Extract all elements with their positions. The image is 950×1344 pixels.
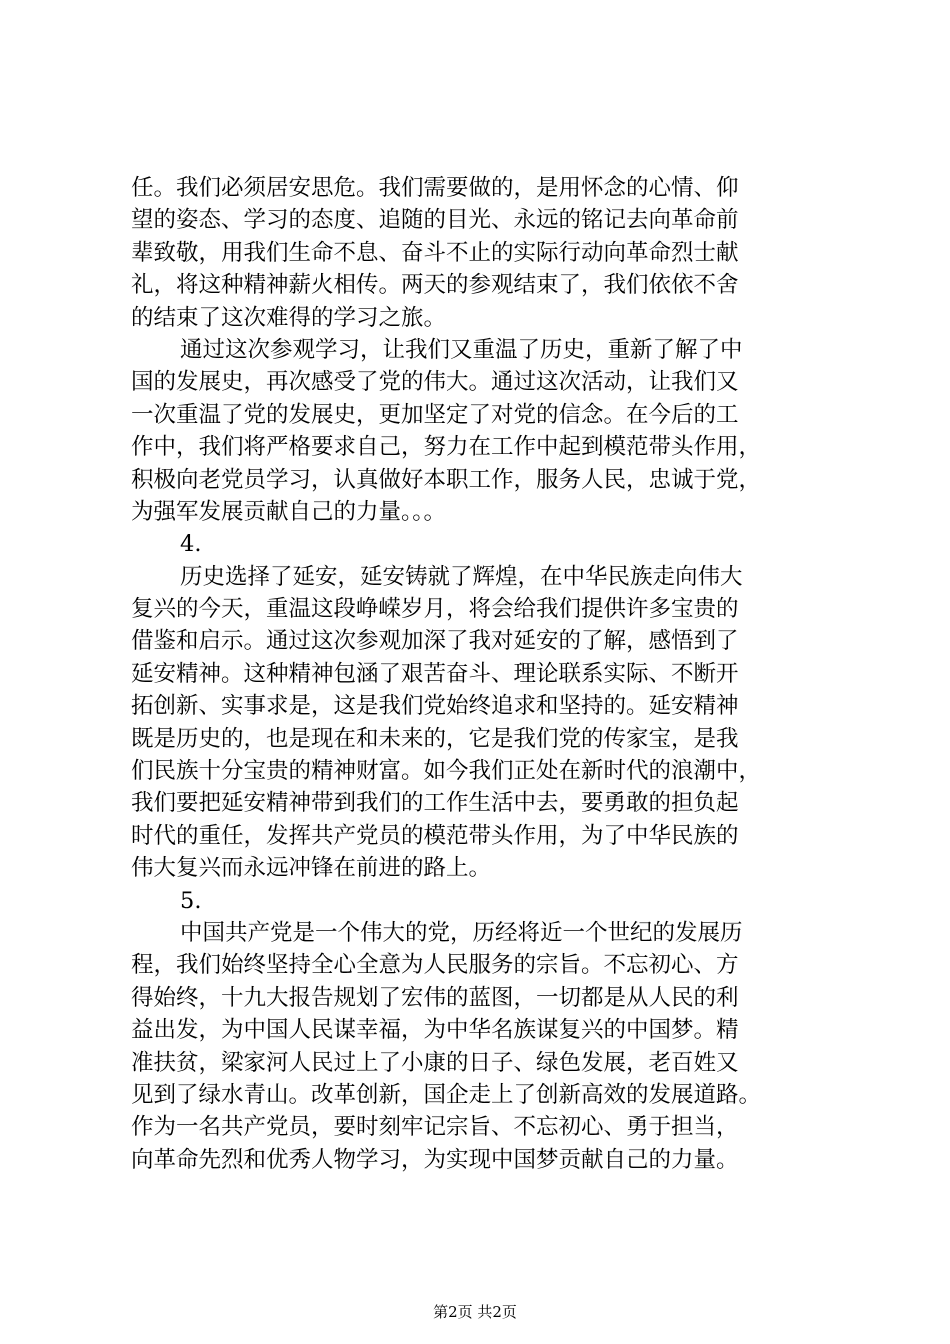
text-line: 望的姿态、学习的态度、追随的目光、永远的铭记去向革命前 xyxy=(131,207,739,234)
text-line: 辈致敬，用我们生命不息、奋斗不止的实际行动向革命烈士献 xyxy=(131,239,739,266)
text-line: 作中，我们将严格要求自己，努力在工作中起到模范带头作用， xyxy=(131,434,762,461)
text-line: 见到了绿水青山。改革创新，国企走上了创新高效的发展道路。 xyxy=(131,1081,762,1108)
text-line: 我们要把延安精神带到我们的工作生活中去，要勇敢的担负起 xyxy=(131,790,739,817)
text-line: 复兴的今天，重温这段峥嵘岁月，将会给我们提供许多宝贵的 xyxy=(131,596,739,623)
text-line: 中国共产党是一个伟大的党，历经将近一个世纪的发展历 xyxy=(180,919,743,946)
text-line: 作为一名共产党员，要时刻牢记宗旨、不忘初心、勇于担当， xyxy=(131,1114,739,1141)
text-line: 积极向老党员学习，认真做好本职工作，服务人民，忠诚于党， xyxy=(131,466,762,493)
text-line: 们民族十分宝贵的精神财富。如今我们正处在新时代的浪潮中， xyxy=(131,758,762,785)
text-line: 拓创新、实事求是，这是我们党始终追求和坚持的。延安精神 xyxy=(131,693,739,720)
text-line: 礼，将这种精神薪火相传。两天的参观结束了，我们依依不舍 xyxy=(131,272,739,299)
page-footer: 第2页 共2页 xyxy=(433,1303,517,1321)
text-line: 益出发，为中国人民谋幸福，为中华名族谋复兴的中国梦。精 xyxy=(131,1017,739,1044)
document-body xyxy=(131,172,821,1176)
text-line: 任。我们必须居安思危。我们需要做的，是用怀念的心情、仰 xyxy=(131,175,739,201)
text-line: 既是历史的，也是现在和未来的，它是我们党的传家宝，是我 xyxy=(131,725,739,752)
text-line: 借鉴和启示。通过这次参观加深了我对延安的了解，感悟到了 xyxy=(131,628,739,655)
text-line: 程，我们始终坚持全心全意为人民服务的宗旨。不忘初心、方 xyxy=(131,952,739,979)
text-line: 4. xyxy=(180,531,202,558)
text-line: 准扶贫，梁家河人民过上了小康的日子、绿色发展，老百姓又 xyxy=(131,1049,739,1076)
text-line: 延安精神。这种精神包涵了艰苦奋斗、理论联系实际、不断开 xyxy=(131,660,739,687)
text-line: 通过这次参观学习，让我们又重温了历史，重新了解了中 xyxy=(180,336,743,363)
text-line: 时代的重任，发挥共产党员的模范带头作用，为了中华民族的 xyxy=(131,822,739,849)
text-line: 向革命先烈和优秀人物学习，为实现中国梦贡献自己的力量。 xyxy=(131,1146,739,1173)
text-line: 国的发展史，再次感受了党的伟大。通过这次活动，让我们又 xyxy=(131,369,739,396)
text-line: 的结束了这次难得的学习之旅。 xyxy=(131,304,447,331)
text-line: 得始终，十九大报告规划了宏伟的蓝图，一切都是从人民的利 xyxy=(131,984,739,1011)
text-line: 伟大复兴而永远冲锋在前进的路上。 xyxy=(131,855,492,882)
text-line: 一次重温了党的发展史，更加坚定了对党的信念。在今后的工 xyxy=(131,401,739,428)
text-line: 历史选择了延安，延安铸就了辉煌，在中华民族走向伟大 xyxy=(180,563,743,590)
text-line: 5. xyxy=(180,887,202,914)
text-line: 为强军发展贡献自己的力量。。。 xyxy=(131,498,447,525)
